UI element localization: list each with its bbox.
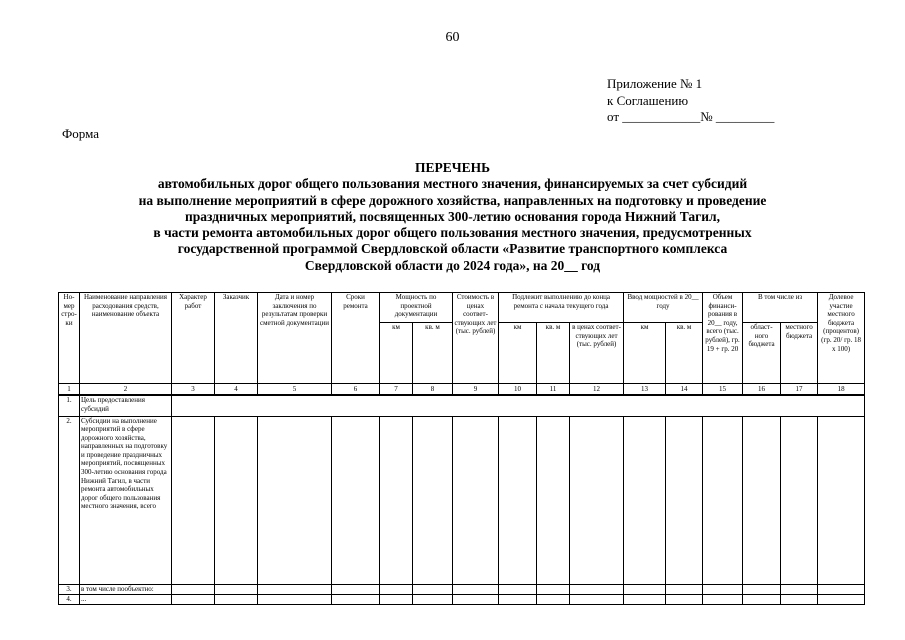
table-cell (172, 416, 215, 584)
table-cell (258, 584, 332, 594)
table-cell (172, 584, 215, 594)
annex-line-3: от ____________№ _________ (607, 109, 775, 124)
header-commissioning-km: км (624, 323, 666, 384)
table-cell (818, 594, 865, 604)
row-name: ... (80, 594, 172, 604)
table-cell (215, 594, 258, 604)
table-row (59, 584, 865, 594)
table-cell (537, 416, 570, 584)
column-number: 3 (172, 384, 215, 396)
table-row (59, 594, 865, 604)
row-number: 4. (59, 594, 80, 604)
table-cell (453, 584, 499, 594)
column-number: 12 (570, 384, 624, 396)
column-number-row (59, 384, 865, 396)
header-capacity-km: км (380, 323, 413, 384)
header-local-budget: местного бюджета (781, 323, 818, 384)
header-including: В том числе из (743, 293, 818, 323)
header-work-type: Характер работ (172, 293, 215, 384)
table-cell (413, 416, 453, 584)
table-cell (570, 416, 624, 584)
column-number: 6 (332, 384, 380, 396)
title-line-1: автомобильных дорог общего пользования местного значения, финансируемых за счет субсидий (157, 176, 748, 192)
header-complete-cost: в ценах соответ-ствующих лет (тыс. рублей) (570, 323, 624, 384)
column-number: 16 (743, 384, 781, 396)
header-customer: Заказчик (215, 293, 258, 384)
page-number: 60 (445, 30, 460, 45)
column-number: 8 (413, 384, 453, 396)
table-cell (215, 584, 258, 594)
table-cell (537, 584, 570, 594)
header-commissioning: Ввод мощностей в 20__ году (624, 293, 703, 323)
title-line-5: государственной программой Свердловской области «Развитие транспортного комплекса (177, 241, 728, 257)
header-to-complete: Подлежит выполнению до конца ремонта с начала текущего года (499, 293, 624, 323)
table-cell (570, 584, 624, 594)
table-cell (743, 584, 781, 594)
row-number: 3. (59, 584, 80, 594)
header-complete-km: км (499, 323, 537, 384)
column-number: 2 (80, 384, 172, 396)
title-line-3: праздничных мероприятий, посвященных 300-летию основания города Нижний Тагил, (184, 208, 720, 224)
annex-block (607, 76, 774, 126)
table-cell (380, 584, 413, 594)
table-cell (624, 594, 666, 604)
header-repair-terms: Сроки ремонта (332, 293, 380, 384)
table-cell (624, 584, 666, 594)
row-name: в том числе пообъектно: (80, 584, 172, 594)
column-number: 15 (703, 384, 743, 396)
header-financing: Объем финанси-рования в 20__ году, всего (тыс. рублей), гр. 19 + гр. 20 (703, 293, 743, 384)
column-number: 11 (537, 384, 570, 396)
table-row (59, 416, 865, 584)
table-cell (215, 416, 258, 584)
table-cell (743, 594, 781, 604)
table-cell (570, 594, 624, 604)
table-cell (332, 584, 380, 594)
column-number: 14 (666, 384, 703, 396)
row-number: 2. (59, 416, 80, 584)
column-number: 10 (499, 384, 537, 396)
column-number: 13 (624, 384, 666, 396)
column-number: 17 (781, 384, 818, 396)
roads-table (58, 292, 865, 605)
table-cell (453, 594, 499, 604)
row-merged-empty (172, 395, 865, 416)
header-commissioning-sqm: кв. м (666, 323, 703, 384)
table-cell (172, 594, 215, 604)
table-cell (703, 594, 743, 604)
document-title (60, 160, 845, 274)
title-line-2: на выполнение мероприятий в сфере дорожного хозяйства, направленных на подготовку и проведение (138, 192, 767, 208)
form-label: Форма (62, 126, 99, 141)
table-cell (499, 594, 537, 604)
column-number: 18 (818, 384, 865, 396)
title-line-4: в части ремонта автомобильных дорог общего пользования местного значения, предусмотренных (153, 225, 752, 241)
header-share: Долевое участие местного бюджета (процентов) (гр. 20/ гр. 18 х 100) (818, 293, 865, 384)
table-cell (703, 584, 743, 594)
header-capacity: Мощность по проектной документации (380, 293, 453, 323)
table-cell (781, 416, 818, 584)
annex-line-1: Приложение № 1 (607, 76, 703, 91)
table-cell (624, 416, 666, 584)
table-cell (380, 416, 413, 584)
column-number: 5 (258, 384, 332, 396)
row-number: 1. (59, 395, 80, 416)
title-heading: ПЕРЕЧЕНЬ (414, 160, 491, 175)
header-complete-sqm: кв. м (537, 323, 570, 384)
column-number: 1 (59, 384, 80, 396)
header-name: Наименование направления расходования средств, наименование объекта (80, 293, 172, 384)
annex-line-2: к Соглашению (607, 92, 689, 108)
table-cell (413, 594, 453, 604)
table-cell (703, 416, 743, 584)
column-number: 7 (380, 384, 413, 396)
table-cell (380, 594, 413, 604)
table-cell (499, 584, 537, 594)
table-cell (781, 584, 818, 594)
table-cell (413, 584, 453, 594)
table-cell (818, 584, 865, 594)
table-cell (258, 594, 332, 604)
title-line-6: Свердловской области до 2024 года», на 20__ год (304, 257, 601, 273)
table-cell (537, 594, 570, 604)
table-cell (666, 584, 703, 594)
table-cell (743, 416, 781, 584)
table-cell (332, 594, 380, 604)
table-cell (818, 416, 865, 584)
header-regional-budget: област-ного бюджета (743, 323, 781, 384)
header-conclusion: Дата и номер заключения по результатам проверки сметной документации (258, 293, 332, 384)
header-cost: Стоимость в ценах соответ-ствующих лет (тыс. рублей) (453, 293, 499, 384)
row-name: Цель предоставления субсидий (80, 395, 172, 416)
table-row (59, 395, 865, 416)
column-number: 9 (453, 384, 499, 396)
table-cell (499, 416, 537, 584)
column-number: 4 (215, 384, 258, 396)
table-cell (781, 594, 818, 604)
table-cell (666, 416, 703, 584)
table-cell (332, 416, 380, 584)
header-row-number: Но-мер стро-ки (59, 293, 80, 384)
header-capacity-sqm: кв. м (413, 323, 453, 384)
row-name: Субсидии на выполнение мероприятий в сфере дорожного хозяйства, направленных на подготовку и проведение праздничных мероприятий, посвященных 300-летию основания города Нижний Тагил, в части ремонта автомобильных дорог общего пользования местного значения, всего (80, 416, 172, 584)
table-cell (258, 416, 332, 584)
table-cell (453, 416, 499, 584)
table-cell (666, 594, 703, 604)
